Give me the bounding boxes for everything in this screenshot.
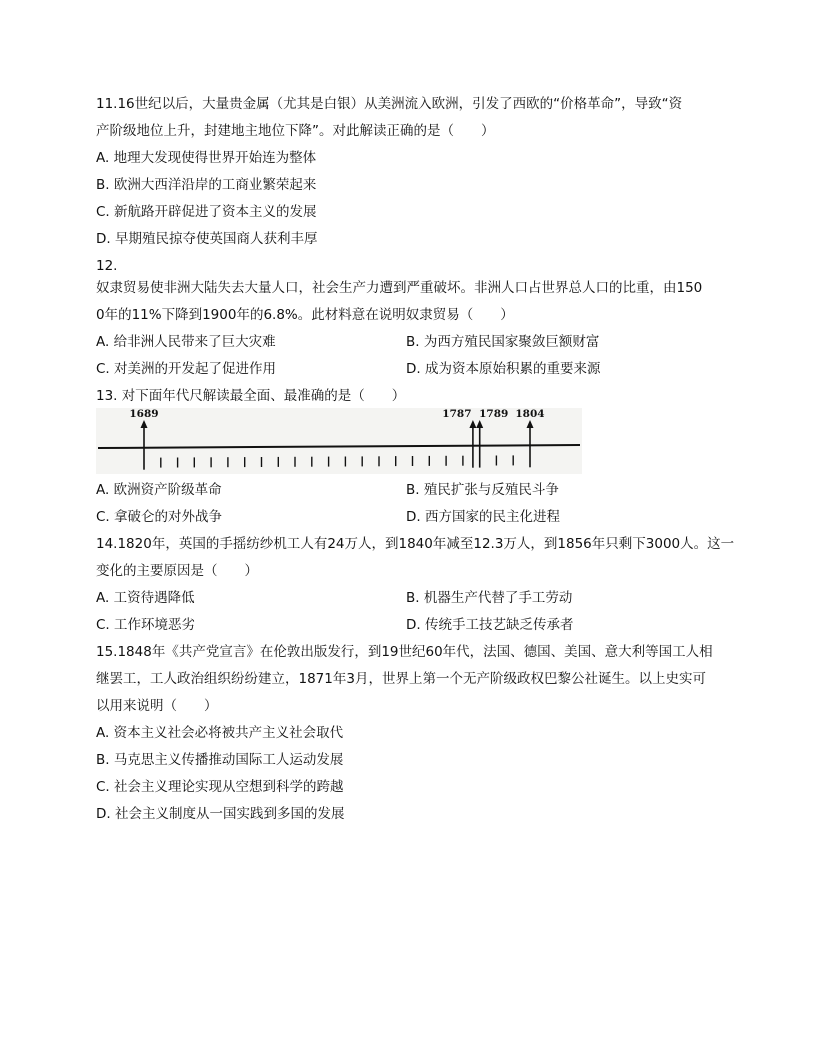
- question-13-stem: [96, 386, 726, 406]
- question-11-line-1: 11.16世纪以后，大量贵金属（尤其是白银）从美洲流入欧洲，引发了西欧的“价格革命”，导致“资: [96, 96, 683, 112]
- question-14-line-1: 14.1820年，英国的手摇纺纱机工人有24万人，到1840年减至12.3万人，到1856年只剩下3000人。这一: [96, 536, 735, 552]
- question-13-options-row-1: [96, 480, 726, 500]
- question-15-option-d[interactable]: D. 社会主义制度从一国实践到多国的发展: [96, 806, 345, 822]
- question-14-stem: [96, 534, 735, 581]
- question-11-option-b[interactable]: B. 欧洲大西洋沿岸的工商业繁荣起来: [96, 177, 317, 193]
- question-11-stem: [96, 94, 726, 141]
- arrow-up-icon: [476, 420, 483, 428]
- question-14-option-b[interactable]: B. 机器生产代替了手工劳动: [406, 590, 573, 606]
- question-12-option-d[interactable]: D. 成为资本原始积累的重要来源: [406, 361, 601, 377]
- question-12: [96, 256, 726, 379]
- question-12-options-row-1: [96, 332, 726, 352]
- question-13: [96, 386, 726, 527]
- question-15-stem: [96, 642, 726, 716]
- question-11-option-c[interactable]: C. 新航路开辟促进了资本主义的发展: [96, 204, 317, 220]
- question-12-option-b[interactable]: B. 为西方殖民国家聚敛巨额财富: [406, 334, 600, 350]
- question-12-option-a[interactable]: A. 给非洲人民带来了巨大灾难: [96, 334, 276, 350]
- question-13-option-a[interactable]: A. 欧洲资产阶级革命: [96, 482, 222, 498]
- question-13-option-d[interactable]: D. 西方国家的民主化进程: [406, 509, 560, 525]
- timeline-marker-1804: [515, 408, 544, 467]
- question-14-option-a[interactable]: A. 工资待遇降低: [96, 590, 195, 606]
- timeline-year-label: 1787: [442, 408, 472, 420]
- question-14-option-c[interactable]: C. 工作环境恶劣: [96, 617, 196, 633]
- arrow-up-icon: [141, 420, 148, 428]
- question-15-line-3: 以用来说明（ ）: [96, 698, 218, 714]
- question-12-line-1: 奴隶贸易使非洲大陆失去大量人口，社会生产力遭到严重破坏。非洲人口占世界总人口的比重，由150: [96, 280, 703, 296]
- timeline-axis: [98, 445, 580, 448]
- question-14-options-row-1: [96, 588, 726, 608]
- timeline-year-label: 1689: [129, 408, 159, 420]
- question-13-line-1: 13. 对下面年代尺解读最全面、最准确的是（ ）: [96, 388, 406, 404]
- question-11-line-2: 产阶级地位上升，封建地主地位下降”。对此解读正确的是（ ）: [96, 123, 495, 139]
- question-15: [96, 642, 726, 824]
- question-15-line-1: 15.1848年《共产党宣言》在伦敦出版发行，到19世纪60年代，法国、德国、美国、意大利等国工人相: [96, 644, 713, 660]
- question-12-option-c[interactable]: C. 对美洲的开发起了促进作用: [96, 361, 277, 377]
- timeline-marker-1789: [476, 408, 508, 468]
- arrow-up-icon: [527, 420, 534, 428]
- question-15-option-a[interactable]: A. 资本主义社会必将被共产主义社会取代: [96, 725, 344, 741]
- arrow-up-icon: [469, 420, 476, 428]
- timeline-marker-1787: [442, 408, 476, 468]
- question-12-number: 12.: [96, 258, 118, 274]
- question-14-options-row-2: [96, 615, 726, 635]
- timeline-year-label: 1804: [515, 408, 545, 420]
- question-11: [96, 94, 726, 249]
- question-11-option-a[interactable]: A. 地理大发现使得世界开始连为整体: [96, 150, 317, 166]
- question-14-line-2: 变化的主要原因是（ ）: [96, 563, 258, 579]
- question-15-line-2: 继罢工，工人政治组织纷纷建立，1871年3月，世界上第一个无产阶级政权巴黎公社诞生。以上史实可: [96, 671, 706, 687]
- question-15-option-b[interactable]: B. 马克思主义传播推动国际工人运动发展: [96, 752, 344, 768]
- question-14-option-d[interactable]: D. 传统手工技艺缺乏传承者: [406, 617, 574, 633]
- timeline-ticks: [161, 455, 513, 467]
- question-11-option-d[interactable]: D. 早期殖民掠夺使英国商人获利丰厚: [96, 231, 318, 247]
- question-13-option-b[interactable]: B. 殖民扩张与反殖民斗争: [406, 482, 559, 498]
- question-12-options-row-2: [96, 359, 726, 379]
- timeline-figure: [96, 408, 582, 474]
- question-13-options-row-2: [96, 507, 726, 527]
- question-12-line-2: 0年的11%下降到1900年的6.8%。此材料意在说明奴隶贸易（ ）: [96, 307, 514, 323]
- timeline-year-label: 1789: [479, 408, 509, 420]
- exam-page: [96, 94, 735, 831]
- timeline-marker-1689: [129, 408, 158, 470]
- timeline-markers: [129, 408, 544, 470]
- question-13-option-c[interactable]: C. 拿破仑的对外战争: [96, 509, 223, 525]
- timeline-ruler: [96, 408, 582, 474]
- question-14: [96, 534, 735, 635]
- question-12-stem: [96, 278, 726, 325]
- question-15-option-c[interactable]: C. 社会主义理论实现从空想到科学的跨越: [96, 779, 344, 795]
